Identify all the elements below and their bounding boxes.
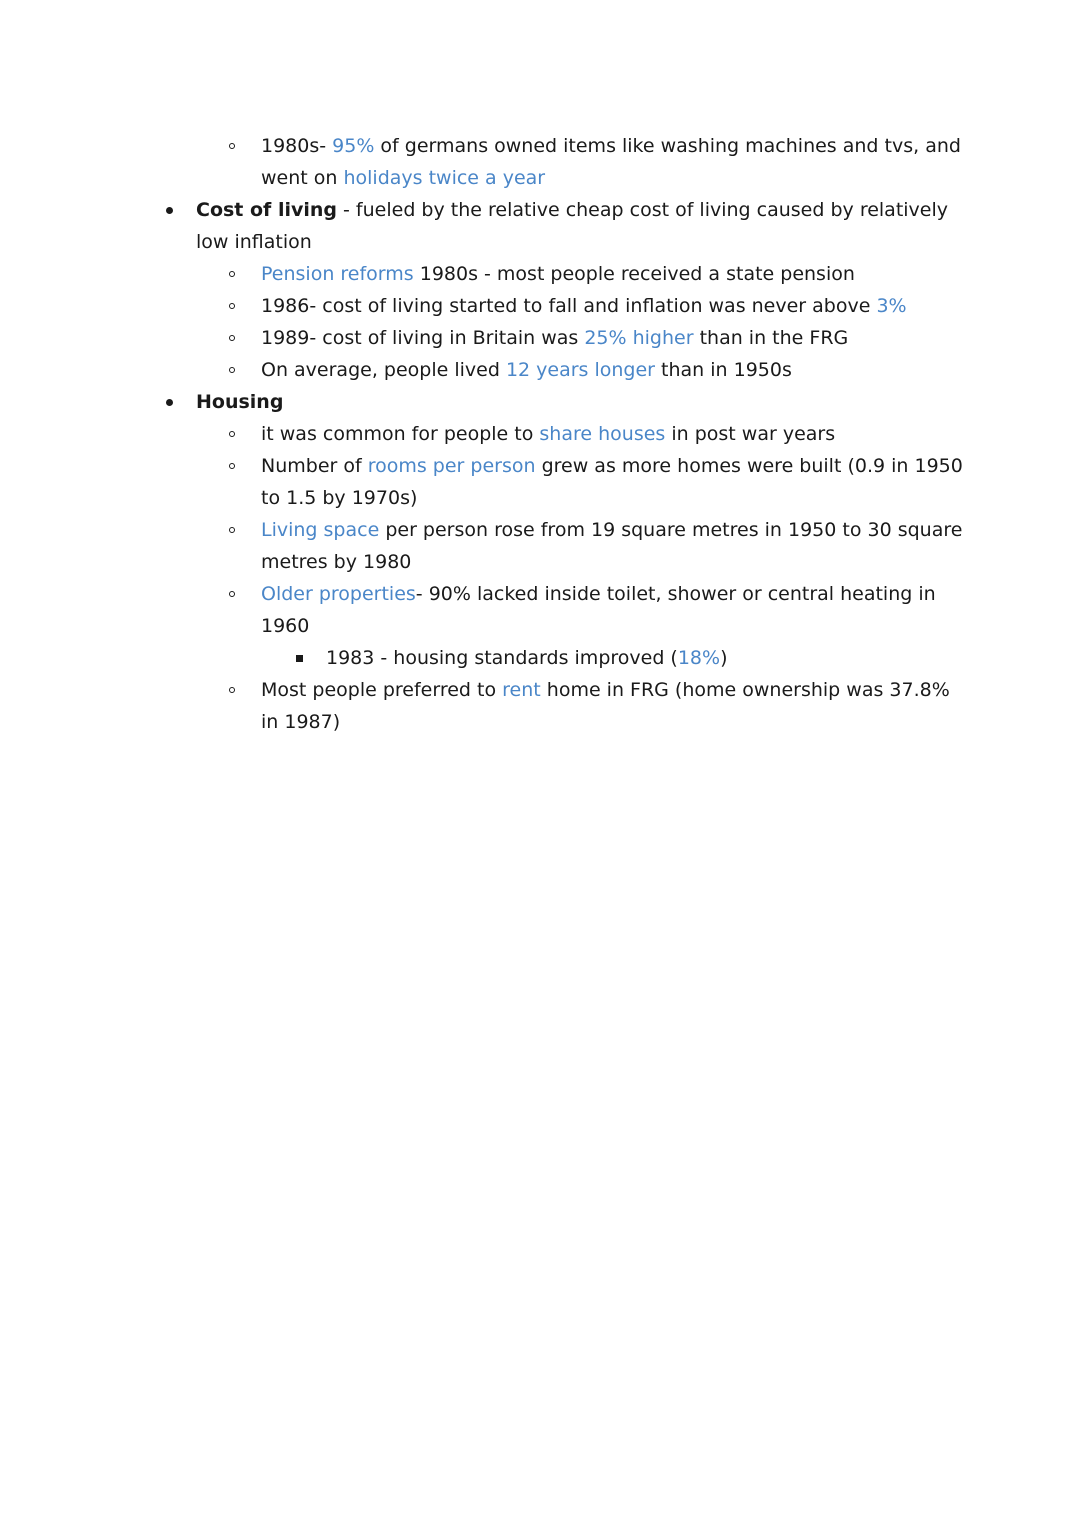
body-text: ) xyxy=(720,647,728,669)
note-text-line xyxy=(261,418,835,450)
body-text: grew as more homes were built (0.9 in 1950 xyxy=(535,455,963,477)
body-text: 1980s - most people received a state pension xyxy=(413,263,855,285)
body-text: per person rose from 19 square metres in 1950 to 30 square xyxy=(379,519,963,541)
body-text: low inflation xyxy=(196,231,312,253)
bullet-circle-icon xyxy=(229,335,235,341)
body-text: home in FRG (home ownership was 37.8% xyxy=(540,679,950,701)
highlighted-text: Pension reforms xyxy=(261,263,414,285)
body-text: than in the FRG xyxy=(693,327,849,349)
bullet-circle-icon xyxy=(229,527,235,533)
note-text-line xyxy=(261,706,340,738)
body-text: 1980s- xyxy=(261,135,333,157)
body-text: 1983 - housing standards improved ( xyxy=(326,647,678,669)
body-text: went on xyxy=(261,167,344,189)
note-text-line xyxy=(261,450,963,482)
bullet-square-icon xyxy=(296,655,303,662)
bullet-circle-icon xyxy=(229,303,235,309)
bullet-circle-icon xyxy=(229,367,235,373)
note-text-line xyxy=(261,130,961,162)
body-text: 1989- cost of living in Britain was xyxy=(261,327,585,349)
highlighted-text: rooms per person xyxy=(367,455,536,477)
bullet-circle-icon xyxy=(229,463,235,469)
body-text: than in 1950s xyxy=(655,359,792,381)
note-text-line xyxy=(261,514,962,546)
heading-text: Cost of living xyxy=(196,199,337,221)
note-text-line xyxy=(261,354,792,386)
highlighted-text: rent xyxy=(502,679,541,701)
note-text-line xyxy=(196,194,948,226)
bullet-circle-icon xyxy=(229,591,235,597)
body-text: Most people preferred to xyxy=(261,679,503,701)
body-text: Number of xyxy=(261,455,368,477)
body-text: On average, people lived xyxy=(261,359,506,381)
highlighted-text: 95% xyxy=(332,135,375,157)
highlighted-text: holidays twice a year xyxy=(343,167,546,189)
highlighted-text: Older properties xyxy=(261,583,416,605)
bullet-circle-icon xyxy=(229,271,235,277)
body-text: - fueled by the relative cheap cost of living caused by relatively xyxy=(337,199,949,221)
body-text: it was common for people to xyxy=(261,423,540,445)
bullet-circle-icon xyxy=(229,143,235,149)
body-text: metres by 1980 xyxy=(261,551,412,573)
bullet-dot-icon xyxy=(166,399,173,406)
highlighted-text: 3% xyxy=(876,295,907,317)
highlighted-text: share houses xyxy=(539,423,666,445)
highlighted-text: 25% higher xyxy=(584,327,694,349)
bullet-dot-icon xyxy=(166,207,173,214)
note-text-line xyxy=(196,226,312,258)
note-text-line xyxy=(261,674,950,706)
note-text-line xyxy=(261,290,907,322)
body-text: in 1987) xyxy=(261,711,341,733)
heading-text: Housing xyxy=(196,391,284,413)
bullet-circle-icon xyxy=(229,687,235,693)
note-text-line xyxy=(261,322,848,354)
note-text-line xyxy=(196,386,283,418)
note-text-line xyxy=(326,642,728,674)
note-text-line xyxy=(261,482,417,514)
note-text-line xyxy=(261,258,855,290)
note-text-line xyxy=(261,578,936,610)
highlighted-text: 18% xyxy=(677,647,721,669)
highlighted-text: Living space xyxy=(261,519,380,541)
body-text: 1960 xyxy=(261,615,310,637)
body-text: - 90% lacked inside toilet, shower or central heating in xyxy=(415,583,936,605)
note-text-line xyxy=(261,162,545,194)
highlighted-text: 12 years longer xyxy=(505,359,655,381)
body-text: 1986- cost of living started to fall and inflation was never above xyxy=(261,295,877,317)
note-text-line xyxy=(261,546,411,578)
note-text-line xyxy=(261,610,309,642)
bullet-circle-icon xyxy=(229,431,235,437)
body-text: of germans owned items like washing machines and tvs, and xyxy=(374,135,961,157)
body-text: to 1.5 by 1970s) xyxy=(261,487,418,509)
body-text: in post war years xyxy=(665,423,836,445)
